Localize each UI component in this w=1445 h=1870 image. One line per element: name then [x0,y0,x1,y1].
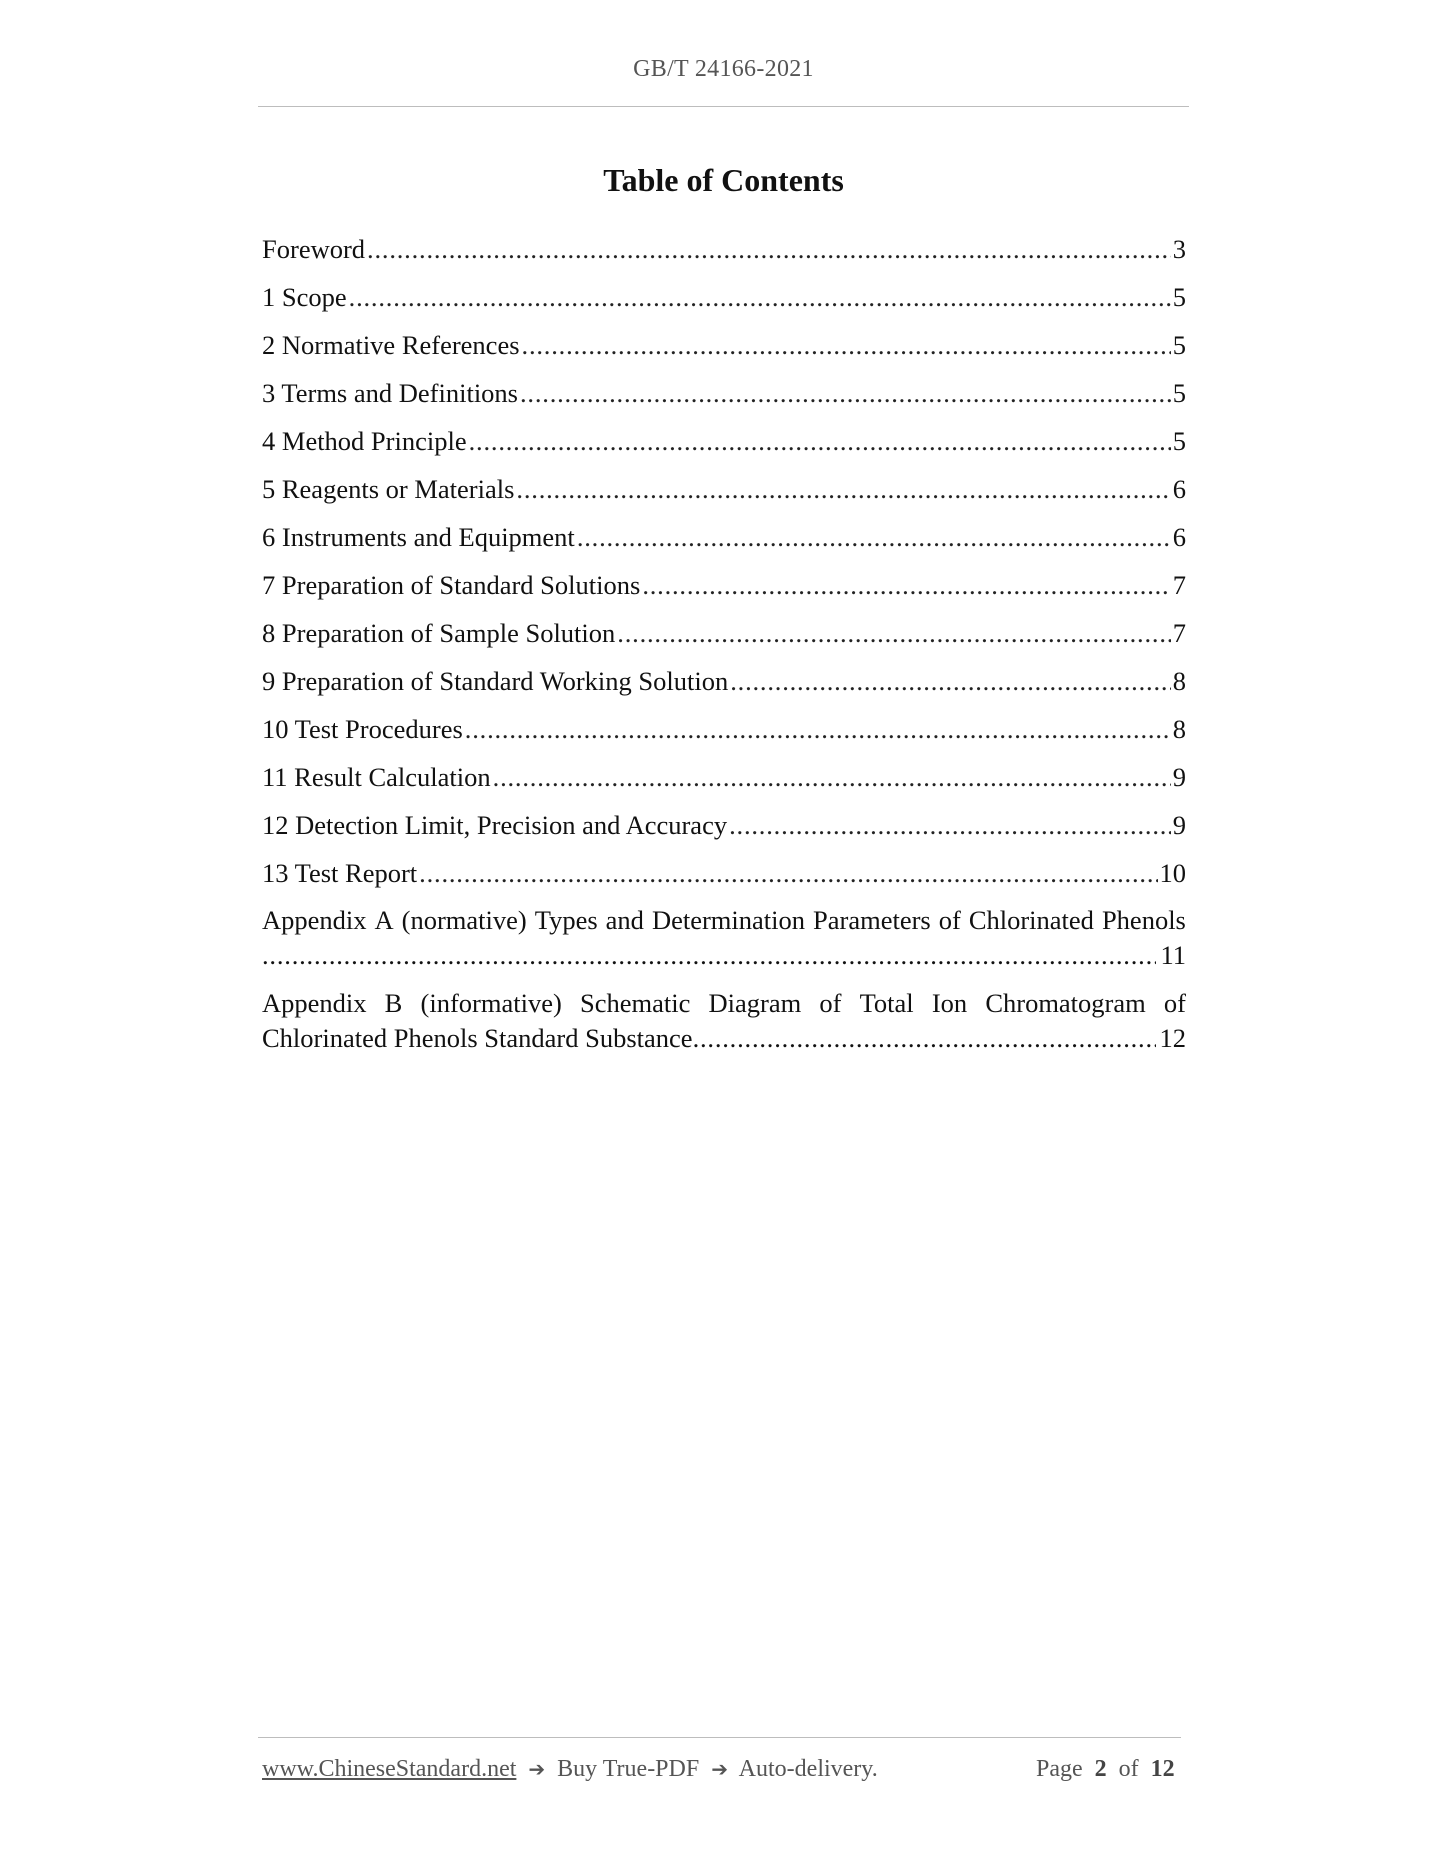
dot-leader [465,709,1171,749]
toc-entry-page: 5 [1172,426,1186,456]
toc-entry-method-principle[interactable] [262,421,1186,469]
toc-entry-page: 8 [1172,666,1186,696]
document-id-header: GB/T 24166-2021 [633,56,814,82]
toc-entry-page: 3 [1172,234,1186,264]
toc-entry-label: 6 Instruments and Equipment [262,522,575,552]
appendix-b-word: (informative) [420,988,562,1018]
toc-entry-label: 12 Detection Limit, Precision and Accuracy [262,810,728,840]
toc-entry-label: 2 Normative References [262,330,520,360]
toc-entry-working-solution[interactable] [262,661,1186,709]
toc-entry-page: 9 [1172,810,1186,840]
appendix-b-word: of [1163,988,1186,1018]
dot-leader [262,938,1156,972]
appendix-b-word: Appendix [262,988,367,1018]
toc-entry-detection-limit[interactable] [262,805,1186,853]
toc-entry-normative-references[interactable] [262,325,1186,373]
total-pages: 12 [1150,1756,1175,1782]
toc-entry-label: 3 Terms and Definitions [262,378,518,408]
dot-leader [367,229,1171,269]
toc-entry-result-calculation[interactable] [262,757,1186,805]
dot-leader [516,469,1170,509]
toc-entry-scope[interactable] [262,277,1186,325]
toc-entry-test-report[interactable] [262,853,1186,901]
toc-entry-page: 5 [1172,330,1186,360]
toc-entry-label: 9 Preparation of Standard Working Solution [262,666,729,696]
page-number [1036,1756,1175,1783]
appendix-b-word: Diagram [708,988,802,1018]
dot-leader [493,757,1171,797]
website-link[interactable]: www.ChineseStandard.net [262,1756,517,1782]
dot-leader [730,661,1171,701]
appendix-a-word: Types [534,905,598,935]
dot-leader [520,373,1171,413]
toc-entry-label: 11 Result Calculation [262,762,491,792]
appendix-b-word: of [819,988,842,1018]
header-divider [258,106,1189,107]
toc-entry-label: 1 Scope [262,282,347,312]
toc-entry-page: 7 [1172,570,1186,600]
toc-entry-label: 5 Reagents or Materials [262,474,515,504]
toc-entry-page: 6 [1172,474,1186,504]
toc-entry-label: 13 Test Report [262,858,418,888]
toc-entry-page: 5 [1172,282,1186,312]
toc-entry-foreword[interactable] [262,229,1186,277]
toc-entry-page: 5 [1172,378,1186,408]
auto-delivery-text: Auto-delivery. [738,1756,878,1782]
toc-entry-sample-solution[interactable] [262,613,1186,661]
toc-entry-appendix-a[interactable] [262,902,1186,984]
toc-entry-label: 4 Method Principle [262,426,467,456]
toc-entry-page: 8 [1172,714,1186,744]
table-of-contents [262,229,1186,1055]
toc-entry-appendix-b[interactable] [262,985,1186,1055]
appendix-a-word: Determination [651,905,805,935]
appendix-a-word: and [605,905,644,935]
appendix-a-word: (normative) [401,905,527,935]
toc-title: Table of Contents [603,162,844,198]
of-word: of [1118,1756,1139,1782]
toc-entry-label: 7 Preparation of Standard Solutions [262,570,641,600]
toc-entry-label: Foreword [262,234,366,264]
current-page: 2 [1094,1756,1107,1782]
footer-divider [258,1737,1181,1738]
appendix-a-word: Phenols [1101,905,1186,935]
appendix-a-word: Appendix [262,905,367,935]
appendix-b-word: Chromatogram [985,988,1146,1018]
toc-entry-page: 11 [1160,940,1186,970]
toc-entry-standard-solutions[interactable] [262,565,1186,613]
dot-leader [617,613,1170,653]
dot-leader [693,1021,1156,1055]
dot-leader [522,325,1171,365]
footer-promo [262,1756,878,1783]
appendix-a-word: Chlorinated [968,905,1094,935]
appendix-b-word: B [384,988,403,1018]
toc-entry-reagents[interactable] [262,469,1186,517]
appendix-a-word: of [938,905,961,935]
dot-leader [577,517,1171,557]
dot-leader [349,277,1171,317]
toc-entry-label: 10 Test Procedures [262,714,463,744]
appendix-a-title [262,902,1186,938]
buy-true-pdf-text: Buy True-PDF [557,1756,700,1782]
toc-entry-page: 12 [1159,1023,1186,1053]
toc-entry-label: 8 Preparation of Sample Solution [262,618,616,648]
appendix-a-word: Parameters [813,905,931,935]
appendix-b-title [262,985,1186,1021]
right-arrow-icon: ➔ [528,1757,546,1781]
dot-leader [469,421,1171,461]
toc-entry-page: 9 [1172,762,1186,792]
appendix-b-title-continued: Chlorinated Phenols Standard Substance [262,1023,693,1053]
right-arrow-icon: ➔ [711,1757,728,1781]
toc-entry-terms-definitions[interactable] [262,373,1186,421]
dot-leader [642,565,1170,605]
appendix-b-word: Schematic [579,988,691,1018]
toc-entry-test-procedures[interactable] [262,709,1186,757]
toc-entry-instruments[interactable] [262,517,1186,565]
toc-entry-page: 7 [1172,618,1186,648]
dot-leader [729,805,1171,845]
appendix-a-word: A [374,905,394,935]
dot-leader [419,853,1157,893]
toc-entry-page: 6 [1172,522,1186,552]
page-word: Page [1036,1756,1083,1782]
appendix-b-word: Ion [931,988,968,1018]
toc-entry-page: 10 [1159,858,1186,888]
appendix-b-word: Total [859,988,914,1018]
